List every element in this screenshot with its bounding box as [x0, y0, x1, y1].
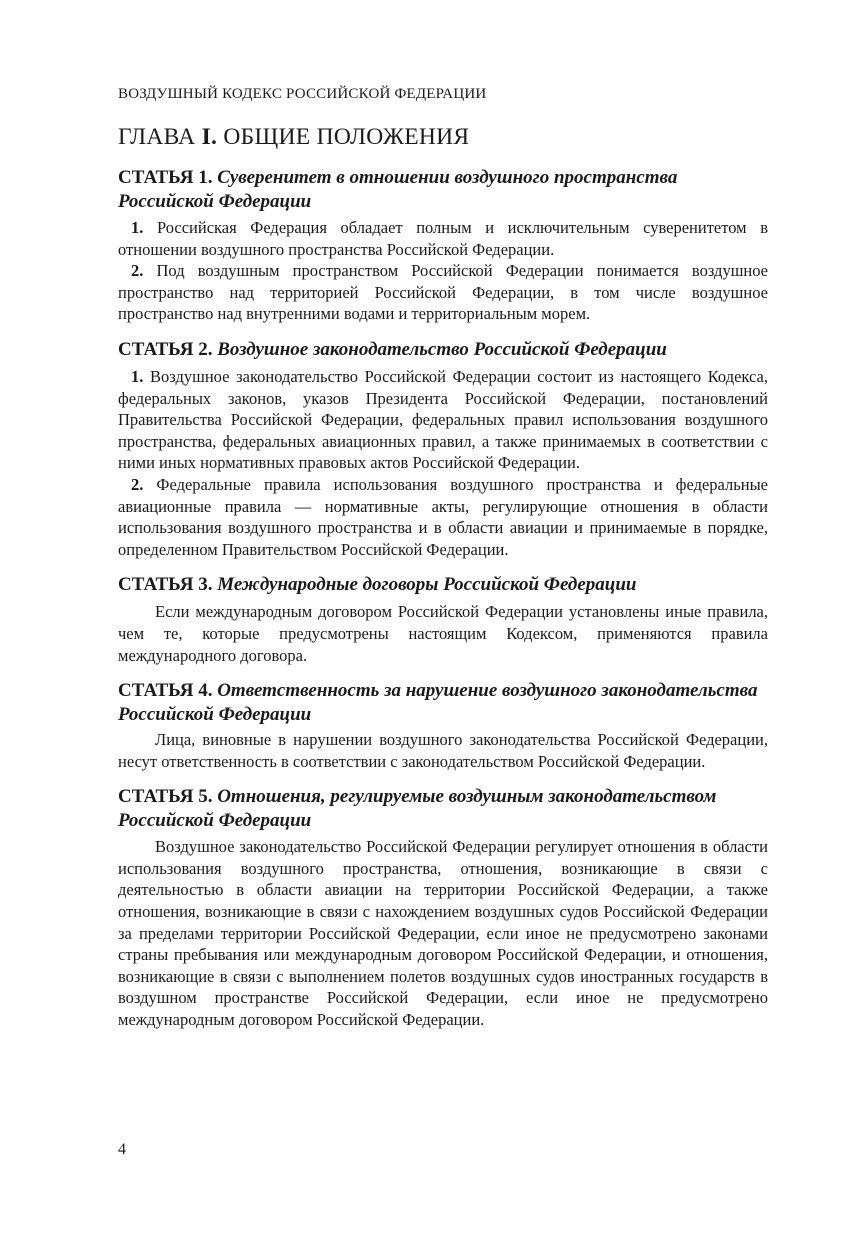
article-paragraph: Если международным договором Российской Федерации установлены иные правила, чем те, которые предусмотрены настоящим Кодексом, применяются правила международного договора. — [118, 602, 768, 665]
paragraph-number: 2. — [131, 261, 144, 281]
article-paragraph — [118, 260, 768, 325]
paragraph-number: 2. — [131, 474, 144, 494]
article-5 — [118, 785, 768, 1030]
article-heading — [118, 785, 768, 833]
article-title: Суверенитет в отношении воздушного пространства Российской Федерации — [118, 167, 678, 212]
article-1 — [118, 166, 768, 325]
article-paragraph: Лица, виновные в нарушении воздушного законодательства Российской Федерации, несут ответственность в соответствии с законодательством Российской Федерации. — [118, 730, 768, 771]
article-heading — [118, 573, 768, 597]
chapter-number: I. — [201, 124, 218, 150]
article-label: СТАТЬЯ 3. — [118, 574, 213, 596]
paragraph-text: Российская Федерация обладает полным и исключительным суверенитетом в отношении воздушного пространства Российской Федерации. — [118, 218, 769, 259]
paragraph-text: Воздушное законодательство Российской Федерации состоит из настоящего Кодекса, федеральных законов, указов Президента Российской Федерации, постановлений Правительства Российской Федерации, федеральных правил использования воздушного пространства, федеральных авиационных правил, а также принимаемых в соответствии с ними иных нормативных правовых актов Российской Федерации. — [118, 366, 769, 473]
chapter-title — [118, 124, 469, 151]
article-4 — [118, 679, 768, 772]
article-3 — [118, 573, 768, 666]
chapter-name: ОБЩИЕ ПОЛОЖЕНИЯ — [223, 124, 470, 150]
article-title: Отношения, регулируемые воздушным законодательством Российской Федерации — [118, 786, 717, 832]
article-title: Международные договоры Российской Федерации — [217, 574, 637, 596]
article-title: Ответственность за нарушение воздушного законодательства Российской Федерации — [118, 680, 758, 726]
paragraph-number: 1. — [131, 366, 144, 386]
article-title: Воздушное законодательство Российской Федерации — [217, 338, 667, 360]
article-label: СТАТЬЯ 5. — [118, 786, 213, 808]
article-heading — [118, 679, 768, 727]
paragraph-text: Под воздушным пространством Российской Федерации понимается воздушное пространство над территорией Российской Федерации, в том числе воздушное пространство над внутренними водами и территориальным морем. — [118, 261, 769, 324]
page-number: 4 — [118, 1141, 126, 1158]
article-label: СТАТЬЯ 1. — [118, 167, 213, 188]
content — [118, 166, 768, 1031]
article-heading — [118, 338, 768, 362]
article-paragraph — [118, 217, 768, 260]
paragraph-number: 1. — [131, 218, 144, 237]
running-head: ВОЗДУШНЫЙ КОДЕКС РОССИЙСКОЙ ФЕДЕРАЦИИ — [118, 86, 487, 102]
article-paragraph — [118, 366, 768, 474]
article-heading — [118, 166, 768, 214]
paragraph-text: Федеральные правила использования воздушного пространства и федеральные авиационные правила — нормативные акты, регулирующие отношения в области использования воздушного пространства и в области авиации и принимаемые в порядке, определенном Правительством Российской Федерации. — [118, 474, 768, 559]
article-paragraph: Воздушное законодательство Российской Федерации регулирует отношения в области использования воздушного пространства, отношения, возникающие в связи с деятельностью в области авиации на территории Российской Федерации, а также отношения, возникающие в связи с нахождением воздушных судов Российской Федерации за пределами территории Российской Федерации, если иное не предусмотрено законами страны пребывания или международным договором Российской Федерации, и отношения, возникающие в связи с выполнением полетов воздушных судов иностранных государств в воздушном пространстве Российской Федерации, если иное не предусмотрено международным договором Российской Федерации. — [118, 837, 768, 1030]
chapter-label: ГЛАВА — [118, 124, 196, 150]
article-label: СТАТЬЯ 2. — [118, 338, 213, 360]
article-paragraph — [118, 474, 768, 560]
article-label: СТАТЬЯ 4. — [118, 680, 213, 702]
article-2 — [118, 338, 768, 560]
